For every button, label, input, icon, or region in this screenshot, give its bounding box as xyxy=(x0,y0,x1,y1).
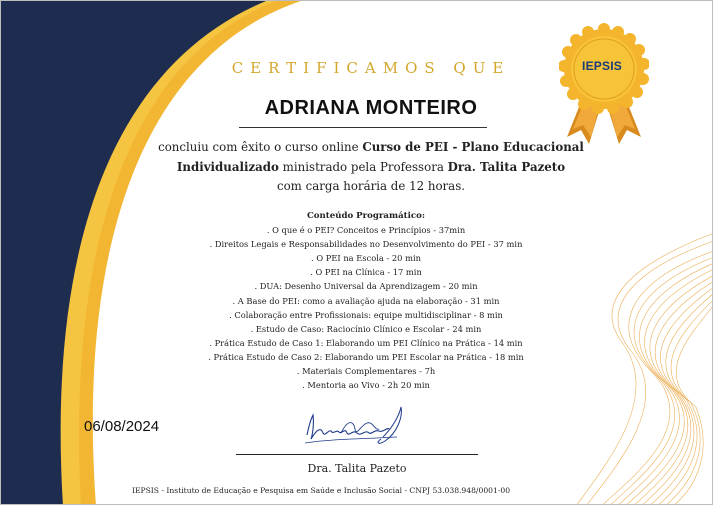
statement-part2: ministrado pela Professora xyxy=(278,159,448,174)
syllabus-section xyxy=(161,209,571,392)
syllabus-item: . Direitos Legais e Responsabilidades no Desenvolvimento do PEI - 37 min xyxy=(209,239,523,250)
syllabus-item: . O PEI na Clínica - 17 min xyxy=(310,267,422,278)
syllabus-item: . Prática Estudo de Caso 1: Elaborando um PEI Clínico na Prática - 14 min xyxy=(209,337,523,348)
syllabus-item: . Estudo de Caso: Raciocínio Clínico e Escolar - 24 min xyxy=(250,323,482,334)
syllabus-item: . Mentoria ao Vivo - 2h 20 min xyxy=(302,380,430,391)
certificate-header: CERTIFICAMOS QUE xyxy=(231,59,511,77)
syllabus-item: . Prática Estudo de Caso 2: Elaborando um PEI Escolar na Prática - 18 min xyxy=(208,351,524,362)
syllabus-item: . A Base do PEI: como a avaliação ajuda na elaboração - 31 min xyxy=(232,295,500,306)
signer-name: Dra. Talita Pazeto xyxy=(307,462,407,475)
gold-wave-lines xyxy=(576,233,713,505)
statement-part3: com carga horária de 12 horas. xyxy=(276,179,466,193)
award-seal-icon xyxy=(559,17,649,147)
signature-icon xyxy=(301,399,411,455)
badge-logo-text: IEPSIS xyxy=(582,59,622,73)
syllabus-item: . Materiais Complementares - 7h xyxy=(296,366,436,377)
syllabus-item: . DUA: Desenho Universal da Aprendizagem - 20 min xyxy=(254,281,478,292)
statement-part1: concluiu com êxito o curso online xyxy=(158,140,363,154)
course-name: Curso de PEI - Plano Educacional Individualizado xyxy=(176,140,584,174)
signature-line xyxy=(236,454,478,455)
name-underline xyxy=(239,127,487,128)
issue-date: 06/08/2024 xyxy=(84,418,160,435)
recipient-name: ADRIANA MONTEIRO xyxy=(264,97,478,119)
syllabus-item: . O PEI na Escola - 20 min xyxy=(311,253,421,264)
syllabus-item: . Colaboração entre Profissionais: equipe multidisciplinar - 8 min xyxy=(229,309,503,320)
institution-footer: IEPSIS - Instituto de Educação e Pesquisa em Saúde e Inclusão Social - CNPJ 53.038.948/0001-00 xyxy=(131,486,511,495)
instructor-name: Dra. Talita Pazeto xyxy=(447,159,566,174)
syllabus-title: Conteúdo Programático: xyxy=(306,211,426,221)
syllabus-item: . O que é o PEI? Conceitos e Princípios - 37min xyxy=(266,225,466,236)
completion-statement xyxy=(141,138,601,197)
